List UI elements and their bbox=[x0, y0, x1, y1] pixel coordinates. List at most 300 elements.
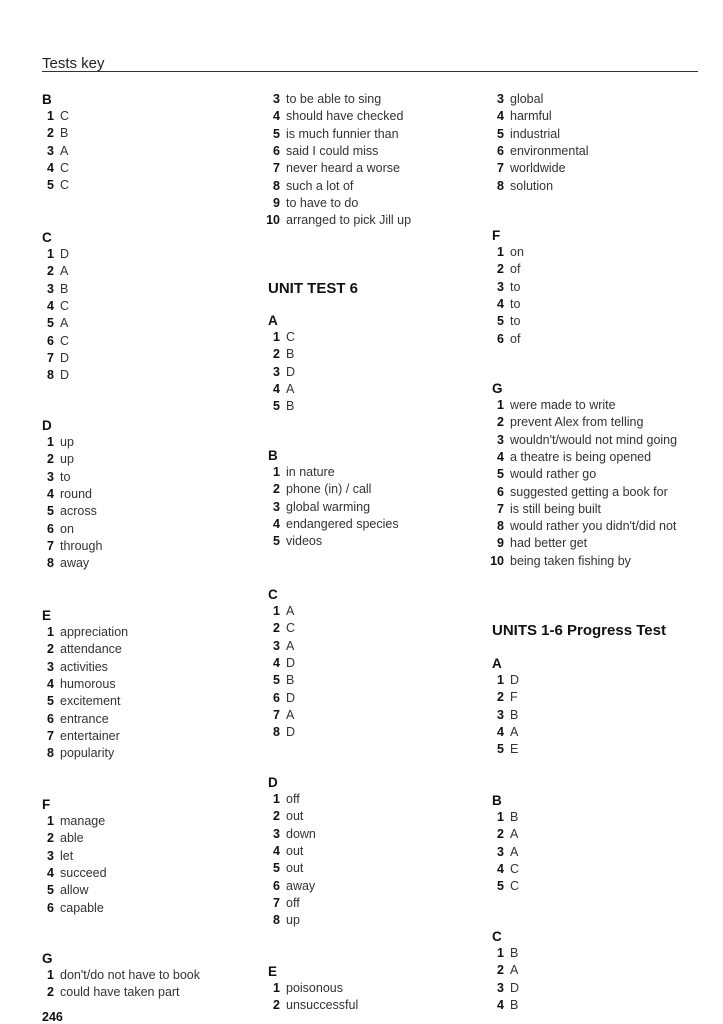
answer-row bbox=[262, 143, 378, 160]
question-number: 2 bbox=[273, 998, 280, 1013]
section-label-g: G bbox=[492, 381, 503, 396]
answer-row bbox=[262, 638, 294, 655]
answer-row bbox=[486, 501, 601, 518]
question-number: 5 bbox=[497, 467, 504, 482]
question-number: 4 bbox=[497, 861, 504, 876]
question-number: 1 bbox=[47, 814, 54, 828]
answer-row bbox=[36, 659, 108, 676]
answer-text: harmful bbox=[510, 109, 552, 124]
answer-row bbox=[486, 449, 651, 466]
answer-text: B bbox=[286, 673, 295, 688]
question-number: 1 bbox=[47, 435, 54, 449]
answer-row bbox=[486, 672, 519, 689]
answer-row bbox=[36, 263, 68, 280]
answer-row bbox=[486, 313, 520, 330]
answer-row bbox=[262, 533, 322, 550]
question-number: 5 bbox=[497, 314, 504, 329]
answer-row bbox=[486, 553, 631, 570]
question-number: 3 bbox=[273, 499, 280, 514]
answer-row bbox=[36, 900, 104, 917]
question-number: 2 bbox=[47, 985, 54, 1000]
answer-row bbox=[486, 397, 616, 414]
answer-text: down bbox=[286, 826, 316, 841]
answer-row bbox=[262, 843, 303, 860]
question-number: 3 bbox=[273, 826, 280, 841]
question-number: 5 bbox=[47, 504, 54, 519]
question-number: 3 bbox=[273, 638, 280, 653]
answer-text: B bbox=[286, 399, 295, 414]
question-number: 3 bbox=[47, 281, 54, 296]
answer-row bbox=[36, 143, 68, 160]
answer-text: through bbox=[60, 538, 103, 553]
answer-text: said I could miss bbox=[286, 143, 379, 158]
answer-row bbox=[486, 296, 520, 313]
question-number: 6 bbox=[497, 484, 504, 499]
answer-row bbox=[36, 745, 114, 762]
question-number: 2 bbox=[497, 262, 504, 277]
answer-row bbox=[262, 108, 403, 125]
answer-row bbox=[262, 481, 371, 498]
unit-title: UNIT TEST 6 bbox=[268, 280, 359, 297]
answer-text: poisonous bbox=[286, 981, 343, 995]
section-label-d: D bbox=[268, 775, 278, 790]
answer-row bbox=[36, 967, 200, 984]
answer-row bbox=[36, 984, 180, 1001]
answer-text: C bbox=[286, 621, 296, 636]
answer-text: off bbox=[286, 895, 300, 910]
question-number: 1 bbox=[47, 625, 54, 639]
question-number: 1 bbox=[47, 968, 54, 982]
answer-row bbox=[486, 279, 520, 296]
answer-text: A bbox=[60, 316, 69, 331]
answer-text: C bbox=[60, 298, 70, 313]
answer-text: such a lot of bbox=[286, 178, 354, 193]
answer-text: C bbox=[510, 861, 520, 876]
answer-text: activities bbox=[60, 659, 108, 674]
answer-row bbox=[36, 125, 68, 142]
question-number: 5 bbox=[497, 126, 504, 141]
question-number: 1 bbox=[273, 792, 280, 806]
answer-text: A bbox=[510, 844, 519, 859]
question-number: 2 bbox=[273, 621, 280, 636]
question-number: 5 bbox=[47, 694, 54, 709]
question-number: 3 bbox=[497, 92, 504, 106]
question-number: 1 bbox=[497, 946, 504, 960]
question-number: 7 bbox=[273, 895, 280, 910]
answer-text: up bbox=[60, 452, 74, 467]
answer-row bbox=[486, 414, 643, 431]
answer-row bbox=[36, 160, 69, 177]
answer-text: A bbox=[510, 724, 519, 739]
answer-text: C bbox=[510, 879, 520, 894]
answer-row bbox=[486, 518, 676, 535]
answer-text: D bbox=[60, 368, 70, 383]
answer-text: attendance bbox=[60, 642, 122, 657]
answer-row bbox=[262, 672, 294, 689]
question-number: 4 bbox=[497, 449, 504, 464]
section-label-a: A bbox=[268, 313, 278, 328]
answer-text: let bbox=[60, 848, 74, 863]
answer-row bbox=[36, 469, 70, 486]
question-number: 2 bbox=[497, 415, 504, 430]
section-label-c: C bbox=[42, 230, 52, 245]
answer-row bbox=[36, 728, 120, 745]
answer-text: C bbox=[60, 333, 70, 348]
section-label-a: A bbox=[492, 656, 502, 671]
answer-text: on bbox=[510, 245, 524, 259]
question-number: 7 bbox=[273, 707, 280, 722]
section-label-e: E bbox=[268, 964, 278, 979]
answer-row bbox=[262, 791, 300, 808]
answer-text: C bbox=[60, 109, 70, 123]
answer-row bbox=[36, 434, 74, 451]
answer-row bbox=[36, 676, 116, 693]
answer-text: would rather you didn't/did not bbox=[510, 519, 677, 534]
question-number: 8 bbox=[47, 746, 54, 761]
answer-text: up bbox=[286, 913, 300, 928]
answer-row bbox=[262, 895, 300, 912]
answer-row bbox=[262, 707, 294, 724]
question-number: 4 bbox=[47, 676, 54, 691]
answer-row bbox=[262, 329, 295, 346]
question-number: 3 bbox=[497, 980, 504, 995]
answer-text: out bbox=[286, 809, 304, 824]
question-number: 6 bbox=[47, 333, 54, 348]
answer-text: entrance bbox=[60, 711, 109, 726]
question-number: 3 bbox=[47, 659, 54, 674]
answer-text: solution bbox=[510, 178, 554, 193]
question-number: 2 bbox=[47, 642, 54, 657]
answer-row bbox=[36, 693, 120, 710]
section-label-f: F bbox=[42, 797, 51, 812]
question-number: 7 bbox=[497, 161, 504, 176]
answer-row bbox=[486, 878, 519, 895]
answer-text: B bbox=[510, 707, 519, 722]
question-number: 8 bbox=[497, 519, 504, 534]
answer-row bbox=[486, 809, 518, 826]
question-number: 9 bbox=[273, 195, 280, 210]
answer-text: of bbox=[510, 331, 521, 346]
question-number: 4 bbox=[273, 843, 280, 858]
answer-row bbox=[36, 538, 102, 555]
answer-row bbox=[36, 333, 69, 350]
question-number: 1 bbox=[273, 604, 280, 618]
section-label-e: E bbox=[42, 608, 52, 623]
question-number: 8 bbox=[273, 913, 280, 928]
question-number: 6 bbox=[273, 878, 280, 893]
answer-row bbox=[262, 878, 315, 895]
answer-text: a theatre is being opened bbox=[510, 449, 652, 464]
answer-text: D bbox=[510, 673, 520, 687]
answer-text: away bbox=[60, 556, 90, 571]
answer-text: E bbox=[510, 742, 519, 757]
answer-row bbox=[36, 830, 84, 847]
answer-text: D bbox=[286, 655, 296, 670]
question-number: 4 bbox=[273, 381, 280, 396]
answer-row bbox=[486, 826, 518, 843]
question-number: 3 bbox=[497, 432, 504, 447]
section-label-g: G bbox=[42, 951, 53, 966]
answer-row bbox=[486, 143, 589, 160]
answer-row bbox=[486, 484, 668, 501]
question-number: 4 bbox=[47, 160, 54, 175]
answer-text: round bbox=[60, 486, 92, 501]
answer-row bbox=[262, 516, 399, 533]
answer-text: A bbox=[286, 638, 295, 653]
question-number: 1 bbox=[497, 810, 504, 824]
question-number: 10 bbox=[266, 213, 280, 228]
question-number: 4 bbox=[273, 655, 280, 670]
answer-text: would rather go bbox=[510, 467, 597, 482]
answer-row bbox=[262, 212, 411, 229]
question-number: 8 bbox=[273, 178, 280, 193]
answer-text: A bbox=[286, 381, 295, 396]
answer-text: B bbox=[510, 997, 519, 1012]
answer-row bbox=[36, 711, 109, 728]
answer-row bbox=[262, 690, 295, 707]
question-number: 4 bbox=[497, 296, 504, 311]
question-number: 3 bbox=[47, 143, 54, 158]
answer-row bbox=[36, 813, 105, 830]
answer-text: allow bbox=[60, 883, 89, 898]
answer-row bbox=[486, 108, 552, 125]
question-number: 8 bbox=[273, 725, 280, 740]
page-header-title: Tests key bbox=[42, 55, 105, 72]
answer-row bbox=[262, 980, 343, 997]
question-number: 8 bbox=[47, 556, 54, 571]
question-number: 6 bbox=[497, 143, 504, 158]
answer-text: A bbox=[286, 604, 295, 618]
question-number: 2 bbox=[497, 690, 504, 705]
answer-row bbox=[36, 848, 73, 865]
page-number: 246 bbox=[42, 1010, 63, 1024]
answer-row bbox=[486, 724, 518, 741]
answer-row bbox=[486, 997, 518, 1014]
question-number: 1 bbox=[47, 109, 54, 123]
answer-text: to bbox=[510, 296, 521, 311]
section-label-c: C bbox=[268, 587, 278, 602]
question-number: 5 bbox=[47, 316, 54, 331]
answer-row bbox=[486, 466, 596, 483]
answer-row bbox=[486, 261, 520, 278]
answer-text: humorous bbox=[60, 676, 116, 691]
answer-text: prevent Alex from telling bbox=[510, 415, 644, 430]
answer-text: to bbox=[60, 469, 71, 484]
answer-text: C bbox=[286, 330, 296, 344]
answer-text: appreciation bbox=[60, 625, 129, 639]
answer-row bbox=[36, 298, 69, 315]
answer-row bbox=[486, 962, 518, 979]
section-label-f: F bbox=[492, 228, 501, 243]
question-number: 3 bbox=[497, 279, 504, 294]
answer-text: endangered species bbox=[286, 516, 399, 531]
question-number: 1 bbox=[273, 981, 280, 995]
answer-text: were made to write bbox=[510, 398, 616, 412]
question-number: 5 bbox=[47, 178, 54, 193]
answer-text: suggested getting a book for bbox=[510, 484, 668, 499]
answer-row bbox=[262, 126, 399, 143]
answer-text: of bbox=[510, 262, 521, 277]
question-number: 2 bbox=[273, 809, 280, 824]
question-number: 10 bbox=[490, 553, 504, 568]
answer-text: worldwide bbox=[510, 161, 566, 176]
answer-row bbox=[262, 91, 381, 108]
answer-text: global bbox=[510, 92, 544, 106]
answer-text: D bbox=[286, 690, 296, 705]
answer-text: up bbox=[60, 435, 74, 449]
answer-text: environmental bbox=[510, 143, 589, 158]
question-number: 4 bbox=[47, 298, 54, 313]
answer-text: unsuccessful bbox=[286, 998, 359, 1013]
answer-row bbox=[486, 844, 518, 861]
question-number: 5 bbox=[273, 534, 280, 549]
question-number: 4 bbox=[273, 516, 280, 531]
question-number: 6 bbox=[497, 331, 504, 346]
answer-text: B bbox=[510, 946, 519, 960]
answer-row bbox=[262, 499, 370, 516]
answer-row bbox=[486, 331, 520, 348]
answer-row bbox=[36, 624, 128, 641]
question-number: 4 bbox=[47, 865, 54, 880]
answer-row bbox=[262, 620, 295, 637]
answer-text: wouldn't/would not mind going bbox=[510, 432, 678, 447]
answer-row bbox=[486, 160, 566, 177]
question-number: 3 bbox=[47, 469, 54, 484]
answer-row bbox=[36, 865, 107, 882]
answer-text: don't/do not have to book bbox=[60, 968, 200, 982]
header-rule bbox=[42, 71, 698, 72]
answer-row bbox=[36, 177, 69, 194]
question-number: 2 bbox=[47, 452, 54, 467]
answer-row bbox=[36, 451, 74, 468]
answer-row bbox=[262, 603, 294, 620]
answer-row bbox=[262, 464, 335, 481]
answer-row bbox=[36, 486, 92, 503]
answer-text: manage bbox=[60, 814, 106, 828]
answer-text: global warming bbox=[286, 499, 371, 514]
question-number: 6 bbox=[47, 521, 54, 536]
question-number: 1 bbox=[497, 673, 504, 687]
question-number: 4 bbox=[497, 997, 504, 1012]
answer-text: phone (in) / call bbox=[286, 482, 372, 497]
answer-row bbox=[36, 108, 69, 125]
answer-text: D bbox=[60, 247, 70, 261]
answer-text: is much funnier than bbox=[286, 126, 399, 141]
question-number: 5 bbox=[497, 742, 504, 757]
question-number: 1 bbox=[497, 398, 504, 412]
question-number: 2 bbox=[273, 482, 280, 497]
answer-text: to bbox=[510, 314, 521, 329]
answer-row bbox=[262, 160, 400, 177]
answer-text: B bbox=[286, 347, 295, 362]
answer-row bbox=[486, 945, 518, 962]
unit-title: UNITS 1-6 Progress Test bbox=[492, 622, 666, 639]
answer-row bbox=[36, 555, 89, 572]
answer-text: popularity bbox=[60, 746, 115, 761]
answer-text: A bbox=[60, 264, 69, 279]
answer-row bbox=[36, 521, 74, 538]
answer-text: able bbox=[60, 831, 84, 846]
answer-text: on bbox=[60, 521, 74, 536]
answer-row bbox=[486, 126, 560, 143]
answer-text: had better get bbox=[510, 536, 588, 551]
answer-text: D bbox=[286, 364, 296, 379]
answer-row bbox=[36, 350, 69, 367]
question-number: 4 bbox=[273, 109, 280, 124]
answer-row bbox=[262, 912, 300, 929]
answer-row bbox=[36, 367, 69, 384]
answer-text: entertainer bbox=[60, 728, 120, 743]
answer-text: A bbox=[510, 963, 519, 978]
answer-row bbox=[36, 641, 122, 658]
answer-row bbox=[486, 861, 519, 878]
answer-text: off bbox=[286, 792, 300, 806]
answer-text: A bbox=[60, 143, 69, 158]
answer-text: capable bbox=[60, 900, 104, 915]
answer-text: B bbox=[60, 281, 69, 296]
answer-row bbox=[486, 707, 518, 724]
question-number: 3 bbox=[497, 707, 504, 722]
answer-text: out bbox=[286, 843, 304, 858]
answer-text: to bbox=[510, 279, 521, 294]
question-number: 1 bbox=[47, 247, 54, 261]
answer-row bbox=[486, 980, 519, 997]
question-number: 1 bbox=[273, 330, 280, 344]
answer-text: B bbox=[60, 126, 69, 141]
answer-row bbox=[262, 655, 295, 672]
question-number: 2 bbox=[273, 347, 280, 362]
answer-row bbox=[262, 808, 303, 825]
question-number: 8 bbox=[47, 368, 54, 383]
answer-row bbox=[262, 724, 295, 741]
answer-row bbox=[486, 178, 553, 195]
question-number: 2 bbox=[497, 963, 504, 978]
answer-text: to have to do bbox=[286, 195, 359, 210]
answer-text: videos bbox=[286, 534, 323, 549]
answer-row bbox=[262, 997, 358, 1014]
section-label-b: B bbox=[268, 448, 278, 463]
answer-text: never heard a worse bbox=[286, 161, 400, 176]
answer-row bbox=[262, 860, 303, 877]
question-number: 7 bbox=[47, 350, 54, 365]
question-number: 4 bbox=[497, 109, 504, 124]
answer-text: F bbox=[510, 690, 518, 705]
section-label-b: B bbox=[492, 793, 502, 808]
question-number: 8 bbox=[497, 178, 504, 193]
answer-row bbox=[262, 826, 316, 843]
answer-row bbox=[262, 398, 294, 415]
section-label-d: D bbox=[42, 418, 52, 433]
answer-text: across bbox=[60, 504, 97, 519]
question-number: 7 bbox=[47, 728, 54, 743]
answer-text: could have taken part bbox=[60, 985, 180, 1000]
answer-text: to be able to sing bbox=[286, 92, 382, 106]
answer-text: being taken fishing by bbox=[510, 553, 631, 568]
answer-text: A bbox=[286, 707, 295, 722]
question-number: 6 bbox=[47, 900, 54, 915]
question-number: 3 bbox=[273, 364, 280, 379]
answer-text: succeed bbox=[60, 865, 107, 880]
question-number: 7 bbox=[273, 161, 280, 176]
answer-text: arranged to pick Jill up bbox=[286, 213, 412, 228]
answer-text: excitement bbox=[60, 694, 121, 709]
answer-row bbox=[486, 689, 518, 706]
answer-row bbox=[36, 882, 89, 899]
answer-text: in nature bbox=[286, 465, 335, 479]
answer-text: away bbox=[286, 878, 316, 893]
section-label-b: B bbox=[42, 92, 52, 107]
answer-text: D bbox=[286, 725, 296, 740]
